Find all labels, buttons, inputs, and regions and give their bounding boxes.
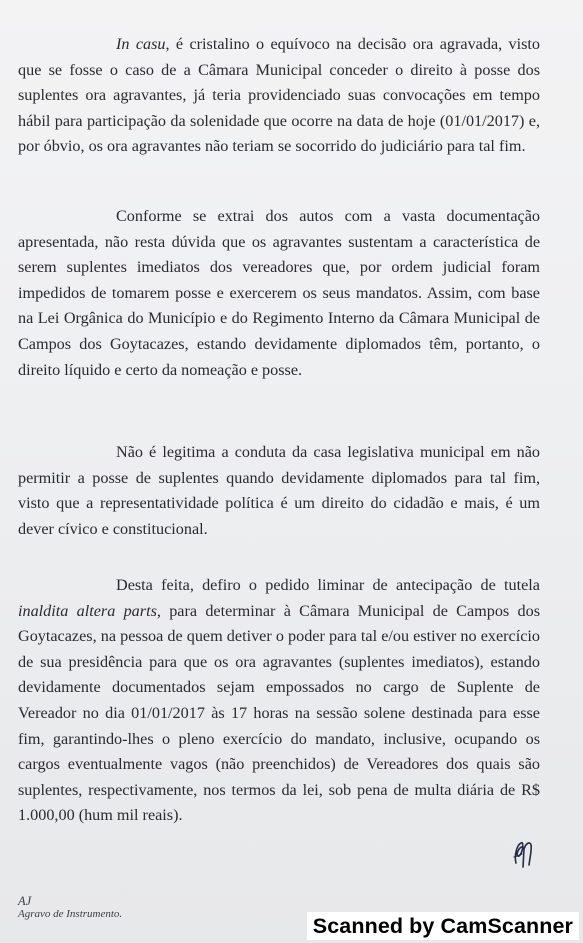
handwritten-initials-signature xyxy=(508,833,538,873)
paragraph-conforme xyxy=(18,204,540,383)
paragraph-in-casu xyxy=(18,32,540,160)
footer-initials: AJ xyxy=(18,894,32,908)
paragraph-lead-italic: In casu xyxy=(116,35,166,53)
paragraph-text-after: , para determinar à Câmara Municipal de Campos dos Goytacazes, na pessoa de quem detiver o poder para tal e/ou estiver no exercício de sua presidência para que os ora agravantes (suplentes imediatos), estando devidamente documentados sejam empossados no cargo de Suplente de Vereador no dia 01/01/2017 às 17 horas na sessão solene destinada para esse fim, garantindo-lhes o pleno exercício do mandato, inclusive, ocupando os cargos eventualmente vagos (não preenchidos) de Vereadores dos quais são suplentes, respectivamente, nos termos da lei, sob pena de multa diária de R$ 1.000,00 (hum mil reais). xyxy=(18,601,540,825)
camscanner-watermark: Scanned by CamScanner xyxy=(307,912,579,940)
document-footer xyxy=(18,895,122,921)
footer-label: Agravo de Instrumento. xyxy=(18,908,123,920)
paragraph-decision xyxy=(18,573,540,829)
paragraph-text: , é cristalino o equívoco na decisão ora agravada, visto que se fosse o caso de a Câmara Municipal conceder o direito à posse dos suplentes ora agravantes, já teria providenciado suas convocações em tempo hábil para participação da solenidade que ocorre na data de hoje (01/01/2017) e, por óbvio, os ora agravantes não teriam se socorrido do judiciário para tal fim. xyxy=(18,35,541,156)
paragraph-text: Não é legitima a conduta da casa legislativa municipal em não permitir a posse de suplentes quando devidamente diplomados para tal fim, visto que a representatividade política é um direito do cidadão e mais, é um dever cívico e constitucional. xyxy=(18,443,540,538)
paragraph-latin-italic: inaldita altera parts xyxy=(18,601,157,620)
paragraph-nao-e-legitima xyxy=(18,440,540,542)
paragraph-text: Conforme se extrai dos autos com a vasta documentação apresentada, não resta dúvida que os agravantes sustentam a característica de serem suplentes imediatos dos vereadores que, por ordem judicial foram impedidos de tomarem posse e exercerem os seus mandatos. Assim, com base na Lei Orgânica do Município e do Regimento Interno da Câmara Municipal de Campos dos Goytacazes, estando devidamente diplomados têm, portanto, o direito líquido e certo da nomeação e posse. xyxy=(18,207,540,379)
paragraph-text-before: Desta feita, defiro o pedido liminar de antecipação de tutela xyxy=(116,576,540,594)
